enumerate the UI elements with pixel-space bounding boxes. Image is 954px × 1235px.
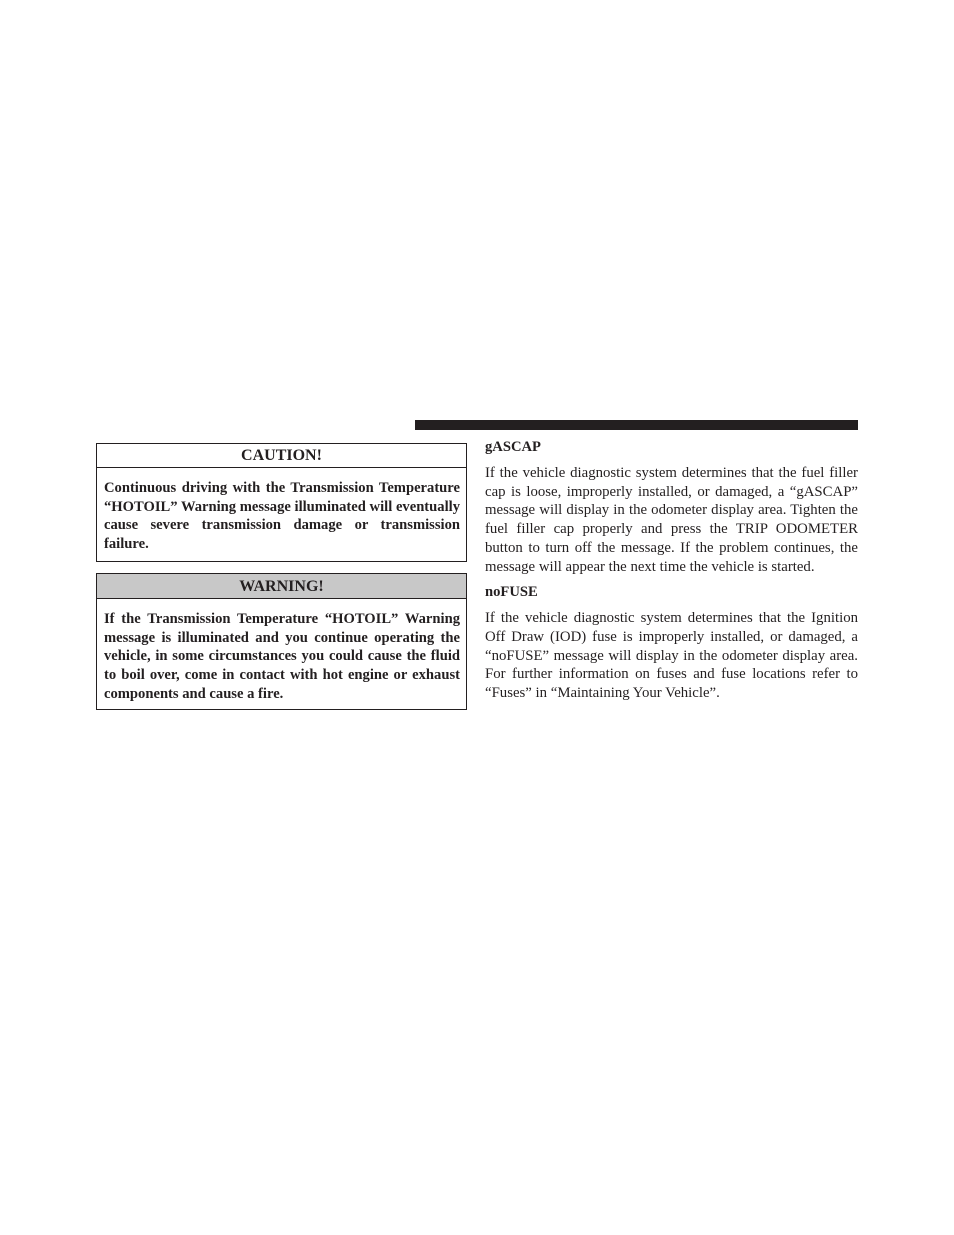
- gascap-text: If the vehicle diagnostic system determines that the fuel filler cap is loose, improperly installed, or damaged, a “gASCAP” message will display in the odometer display area. Tighten the fuel filler cap properly and press the TRIP ODOMETER button to turn off the message. If the problem continues, the message will appear the next time the vehicle is started.: [485, 465, 858, 575]
- caution-box: [96, 443, 467, 562]
- warning-body: If the Transmission Temperature “HOTOIL” Warning message is illuminated and you continue operating the vehicle, in some circumstances you could cause the fluid to boil over, come in contact with hot engine or exhaust components and cause a fire.: [104, 611, 460, 702]
- nofuse-heading: noFUSE: [485, 584, 538, 601]
- section-header-bar: [415, 420, 858, 430]
- message-descriptions: [485, 438, 858, 710]
- caution-body: Continuous driving with the Transmission Temperature “HOTOIL” Warning message illuminated will eventually cause severe transmission damage or transmission failure.: [104, 480, 460, 553]
- warning-box: [96, 573, 467, 710]
- caution-title: CAUTION!: [97, 444, 466, 468]
- nofuse-text: If the vehicle diagnostic system determines that the Ignition Off Draw (IOD) fuse is improperly installed, or damaged, a “noFUSE” message will display in the odometer display area. For further information on fuses and fuse locations refer to “Fuses” in “Maintaining Your Vehicle”.: [485, 610, 858, 702]
- warning-title: WARNING!: [97, 574, 466, 599]
- gascap-heading: gASCAP: [485, 439, 541, 455]
